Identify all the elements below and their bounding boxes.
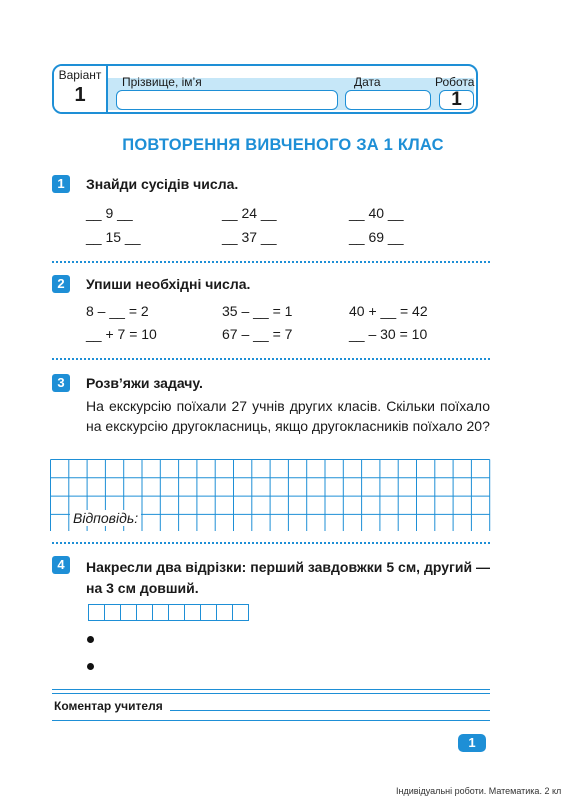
segment-box: [233, 605, 249, 621]
task-number-badge: 3: [52, 374, 70, 392]
dotted-divider: [52, 358, 490, 360]
comment-rule-top: [52, 693, 490, 694]
footer-text: Індивідуальні роботи. Математика. 2 кл: [396, 786, 562, 796]
teacher-comment-line[interactable]: [170, 710, 490, 711]
date-label: Дата: [354, 75, 381, 89]
segment-box: [105, 605, 121, 621]
segment-box: [137, 605, 153, 621]
header-box: [52, 64, 478, 114]
name-label: Прізвище, ім’я: [122, 75, 202, 89]
date-field[interactable]: [345, 90, 431, 110]
answer-label: Відповідь:: [70, 510, 141, 526]
segment-box: [201, 605, 217, 621]
segment-box: [169, 605, 185, 621]
task-item: __ 40 __: [349, 205, 404, 221]
task-item: __ 15 __: [86, 229, 141, 245]
segment-box: [121, 605, 137, 621]
task-number-badge: 2: [52, 275, 70, 293]
work-number: 1: [451, 89, 462, 110]
task-number-badge: 1: [52, 175, 70, 193]
task-item: 67 – __ = 7: [222, 326, 293, 342]
variant-cell: [54, 66, 108, 112]
dotted-divider: [52, 261, 490, 263]
task-number-badge: 4: [52, 556, 70, 574]
task-heading: Упиши необхідні числа.: [86, 276, 251, 292]
task-item: 8 – __ = 2: [86, 303, 149, 319]
task-item: 35 – __ = 1: [222, 303, 293, 319]
task-item: __ 9 __: [86, 205, 133, 221]
task-heading: Розв’яжи задачу.: [86, 375, 203, 391]
task-item: __ – 30 = 10: [349, 326, 428, 342]
segment-box: [185, 605, 201, 621]
point-marker: [87, 663, 94, 670]
segment-box: [153, 605, 169, 621]
segment-box: [89, 605, 105, 621]
segment-box: [217, 605, 233, 621]
work-label: Робота: [435, 75, 475, 89]
page-title: ПОВТОРЕННЯ ВИВЧЕНОГО ЗА 1 КЛАС: [122, 136, 444, 154]
page-number: 1: [458, 734, 486, 752]
task-item: 40 + __ = 42: [349, 303, 428, 319]
name-field[interactable]: [116, 90, 338, 110]
task-heading: Знайди сусідів числа.: [86, 176, 239, 192]
comment-rule-top: [52, 689, 490, 690]
dotted-divider: [52, 542, 490, 544]
teacher-comment-label: Коментар учителя: [54, 699, 163, 713]
task-item: __ 37 __: [222, 229, 277, 245]
task-problem-text: На екскурсію поїхали 27 учнів других класів. Скільки поїхало на екскурсію другокласниць, якщо другокласників поїхало 20?: [86, 398, 490, 434]
segment-boxes[interactable]: [88, 604, 258, 622]
task-heading: Накресли два відрізки: перший завдовжки 5 см, другий — на 3 см довший.: [86, 559, 490, 596]
task-item: __ 69 __: [349, 229, 404, 245]
variant-number: 1: [74, 84, 86, 106]
task-item: __ 24 __: [222, 205, 277, 221]
task-item: __ + 7 = 10: [86, 326, 157, 342]
point-marker: [87, 636, 94, 643]
variant-label: Варіант: [58, 68, 102, 82]
comment-rule-bottom: [52, 720, 490, 721]
